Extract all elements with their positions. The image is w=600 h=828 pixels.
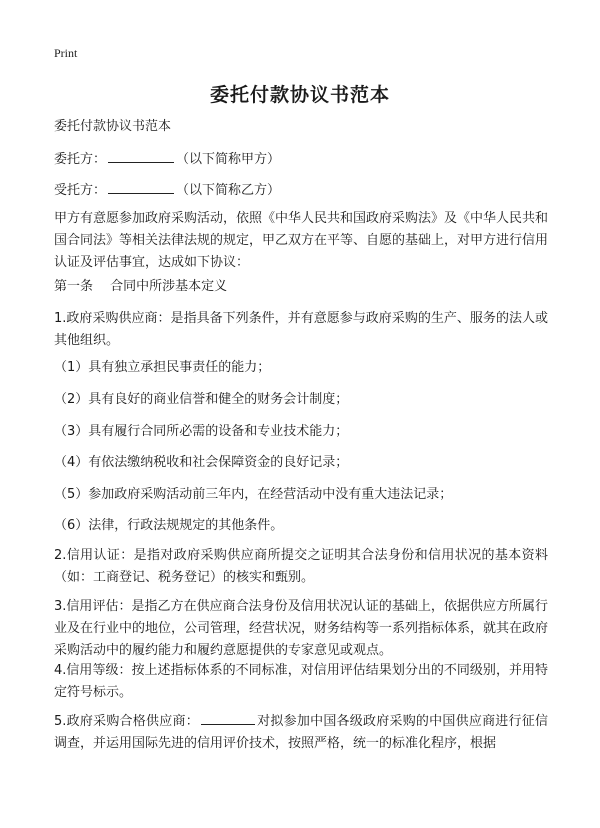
definition-1: 1.政府采购供应商：是指具备下列条件，并有意愿参与政府采购的生产、服务的法人或其他组织。 <box>54 311 548 348</box>
document-subtitle: 委托付款协议书范本 <box>54 119 172 134</box>
document-title: 委托付款协议书范本 <box>209 84 390 106</box>
agent-blank <box>108 180 174 194</box>
definition-5-rest: 对拟参加中国各级政府采购的中国供应商进行征信调查，并运用国际先进的信用评价技术，按照严格，统一的标准化程序，根据 <box>54 714 548 751</box>
condition-6: （6）法律，行政法规规定的其他条件。 <box>54 518 284 533</box>
condition-2: （2）具有良好的商业信誉和健全的财务会计制度； <box>54 392 349 407</box>
principal-note: （以下简称甲方） <box>176 152 281 167</box>
definition-3: 3.信用评估：是指乙方在供应商合法身份及信用状况认证的基础上，依据供应方所属行业及在行业中的地位，公司管理，经营状况，财务结构等一系列指标体系，就其在政府采购活动中的履约能力和履约意愿提供的专家意见或观点。 <box>54 599 549 658</box>
condition-1: （1）具有独立承担民事责任的能力； <box>54 360 271 375</box>
agent-line <box>54 180 548 202</box>
agent-label: 受托方： <box>54 183 107 198</box>
print-link[interactable]: Print <box>54 46 78 60</box>
condition-3: （3）具有履行合同所必需的设备和专业技术能力； <box>54 424 349 439</box>
preamble-paragraph: 甲方有意愿参加政府采购活动，依照《中华人民共和国政府采购法》及《中华人民共和国合同法》等相关法律法规的规定，甲乙双方在平等、自愿的基础上，对甲方进行信用认证及评估事宜，达成如下协议： <box>54 211 549 270</box>
principal-label: 委托方： <box>54 152 107 167</box>
principal-blank <box>108 149 174 163</box>
definition-5-prefix: 5.政府采购合格供应商： <box>54 714 199 729</box>
article1-heading: 第一条 合同中所涉基本定义 <box>54 279 228 294</box>
definition-4: 4.信用等级：按上述指标体系的不同标准，对信用评估结果划分出的不同级别，并用特定符号标示。 <box>54 663 548 700</box>
principal-line <box>54 149 548 171</box>
condition-5: （5）参加政府采购活动前三年内，在经营活动中没有重大违法记录； <box>54 487 453 502</box>
condition-4: （4）有依法缴纳税收和社会保障资金的良好记录； <box>54 455 349 470</box>
definition-5 <box>54 711 548 755</box>
agent-note: （以下简称乙方） <box>176 183 281 198</box>
definition-2: 2.信用认证：是指对政府采购供应商所提交之证明其合法身份和信用状况的基本资料（如：工商登记、税务登记）的核实和甄别。 <box>54 548 548 585</box>
definition-5-blank <box>201 711 255 725</box>
